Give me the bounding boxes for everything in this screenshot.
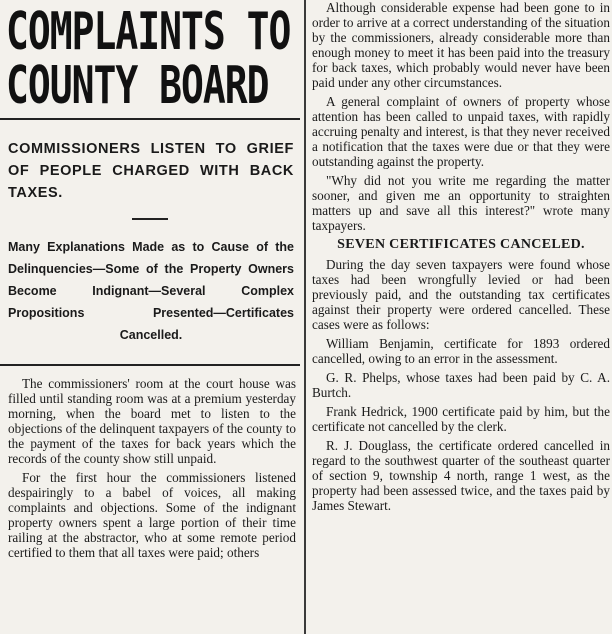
section-subhead: SEVEN CERTIFICATES CANCELED. xyxy=(337,237,585,252)
article-paragraph: Although considerable expense had been gone to in order to arrive at a correct understanding of the situation by the commissioners, already considerable more than enough money to meet it has been paid into the treasury for back taxes, which probably would never have been paid under any other circumstances. xyxy=(312,0,610,90)
right-column xyxy=(312,0,610,634)
article-divider xyxy=(0,364,300,366)
left-article-body xyxy=(8,376,296,560)
article-paragraph: "Why did not you write me regarding the matter sooner, and given me an opportunity to straighten matters up and save all this interest?" wrote many taxpayers. xyxy=(312,173,610,233)
headline-line-1: COMPLAINTS TO xyxy=(6,1,291,62)
subheadline-deck-1: COMMISSIONERS LISTEN TO GRIEF OF PEOPLE CHARGED WITH BACK TAXES. xyxy=(8,141,294,201)
article-paragraph: For the first hour the commissioners listened despairingly to a babel of voices, all making complaints and objections. Some of the indignant property owners spent a large portion of their time railing at the abstractor, who at some remote period certified to them that all taxes were paid; others xyxy=(8,470,296,560)
article-paragraph: Frank Hedrick, 1900 certificate paid by him, but the certificate not cancelled by the clerk. xyxy=(312,404,610,434)
column-rule xyxy=(304,0,306,634)
article-paragraph: A general complaint of owners of property whose attention has been called to unpaid taxes, with rapidly accruing penalty and interest, is that they never received a notification that the taxes were due or that they were outstanding against the property. xyxy=(312,94,610,169)
left-column xyxy=(0,0,300,634)
article-paragraph: During the day seven taxpayers were found whose taxes had been wrongfully levied or had been previously paid, and the outstanding tax certificates against their property were ordered cancelled. These cases were as follows: xyxy=(312,257,610,332)
right-article-body-b xyxy=(312,257,610,513)
right-article-body-a xyxy=(312,0,610,233)
deck-divider xyxy=(132,218,168,220)
article-paragraph: G. R. Phelps, whose taxes had been paid by C. A. Burtch. xyxy=(312,370,610,400)
subheadline-deck-2: Many Explanations Made as to Cause of the Delinquencies—Some of the Property Owners Become Indignant—Several Complex Propositions Presented—Certificates Cancelled. xyxy=(8,240,294,342)
headline-line-2: COUNTY BOARD xyxy=(6,55,269,116)
article-paragraph: William Benjamin, certificate for 1893 ordered cancelled, owing to an error in the assessment. xyxy=(312,336,610,366)
article-paragraph: The commissioners' room at the court house was filled until standing room was at a premium yesterday morning, when the board met to listen to the objections of the delinquent taxpayers of the county to the payment of the taxes for back years which the records of the county show still unpaid. xyxy=(8,376,296,466)
article-paragraph: R. J. Douglass, the certificate ordered cancelled in regard to the southwest quarter of the southeast quarter of section 9, township 4 north, range 1 west, as the property had been assessed twice, and the taxes paid by James Stewart. xyxy=(312,438,610,513)
